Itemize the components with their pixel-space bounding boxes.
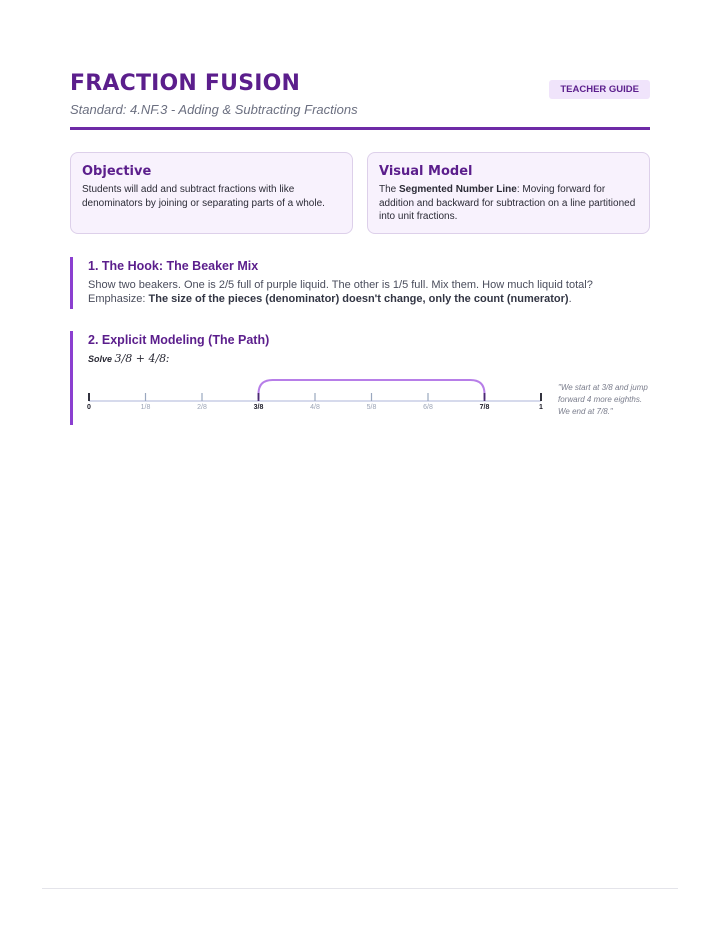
teacher-guide-badge: TEACHER GUIDE (549, 80, 650, 99)
hook-heading: 1. The Hook: The Beaker Mix (88, 259, 259, 273)
solve-colon: : (166, 354, 170, 364)
tick-label-0: 0 (87, 404, 91, 411)
visual-model-heading: Visual Model (379, 164, 473, 179)
tick-label-7: 7/8 (479, 404, 490, 411)
standard-subtitle: Standard: 4.NF.3 - Adding & Subtracting Fractions (70, 102, 358, 117)
footer-divider (42, 888, 678, 889)
visual-model-card (367, 152, 650, 234)
tick-label-5: 5/8 (366, 404, 377, 411)
solve-prompt (88, 352, 650, 365)
hook-section (70, 257, 650, 309)
teacher-quote: "We start at 3/8 and jump forward 4 more eighths. We end at 7/8." (558, 383, 648, 416)
hook-emphasis: The size of the pieces (denominator) doesn't change, only the count (numerator) (148, 293, 569, 305)
modeling-heading: 2. Explicit Modeling (The Path) (88, 333, 270, 347)
objective-text: Students will add and subtract fractions with like denominators by joining or separating parts of a whole. (82, 184, 325, 209)
modeling-section (70, 331, 650, 425)
visual-model-text-post: : Moving forward for addition and backward for subtraction on a line partitioned into unit fractions. (379, 184, 636, 222)
page-title: FRACTION FUSION (70, 71, 301, 96)
tick-label-2: 2/8 (197, 404, 207, 411)
visual-model-text-bold: Segmented Number Line (399, 184, 517, 195)
tick-label-8: 1 (539, 404, 543, 411)
header-divider (70, 127, 650, 130)
objective-heading: Objective (82, 164, 152, 179)
tick-label-3: 3/8 (253, 404, 264, 411)
page-header (70, 70, 650, 117)
solve-expression: 3/8 + 4/8 (114, 352, 167, 365)
tick-label-1: 1/8 (140, 404, 151, 411)
hook-text-end: . (568, 293, 572, 305)
visual-model-text-pre: The (379, 184, 400, 195)
tick-label-4: 4/8 (310, 404, 320, 411)
solve-label: Solve (88, 354, 113, 364)
hook-text-main: Show two beakers. One is 2/5 full of purple liquid. The other is 1/5 full. Mix them. How much liquid total? Emphasize: (88, 279, 593, 305)
visual-model-text (379, 183, 638, 224)
segmented-number-line (87, 375, 549, 415)
hook-text (88, 278, 650, 306)
tick-label-6: 6/8 (423, 404, 433, 411)
objective-card (70, 152, 353, 234)
